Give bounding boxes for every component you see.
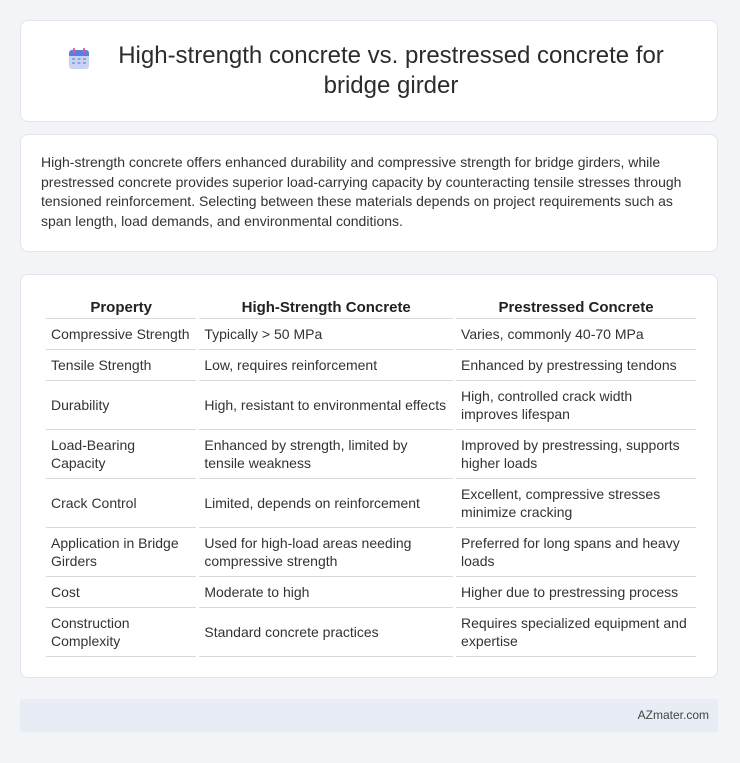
header-high-strength: High-Strength Concrete xyxy=(199,297,453,319)
cell-prestressed: Improved by prestressing, supports higher loads xyxy=(456,430,696,479)
comparison-card xyxy=(20,274,718,678)
title-card xyxy=(20,20,718,122)
cell-property: Load-Bearing Capacity xyxy=(46,430,196,479)
table-row xyxy=(46,608,696,657)
table-row xyxy=(46,381,696,430)
cell-high-strength: High, resistant to environmental effects xyxy=(199,381,453,430)
header-property: Property xyxy=(46,297,196,319)
cell-property: Crack Control xyxy=(46,479,196,528)
page-title: High-strength concrete vs. prestressed concrete for bridge girder xyxy=(118,42,664,99)
cell-property: Construction Complexity xyxy=(46,608,196,657)
cell-prestressed: Enhanced by prestressing tendons xyxy=(456,350,696,381)
header-prestressed: Prestressed Concrete xyxy=(456,297,696,319)
cell-prestressed: High, controlled crack width improves lifespan xyxy=(456,381,696,430)
table-row xyxy=(46,430,696,479)
cell-high-strength: Used for high-load areas needing compressive strength xyxy=(199,528,453,577)
cell-high-strength: Limited, depends on reinforcement xyxy=(199,479,453,528)
summary-card xyxy=(20,134,718,252)
cell-property: Cost xyxy=(46,577,196,608)
cell-prestressed: Preferred for long spans and heavy loads xyxy=(456,528,696,577)
cell-property: Tensile Strength xyxy=(46,350,196,381)
cell-property: Compressive Strength xyxy=(46,319,196,350)
cell-property: Application in Bridge Girders xyxy=(46,528,196,577)
cell-prestressed: Higher due to prestressing process xyxy=(456,577,696,608)
cell-high-strength: Standard concrete practices xyxy=(199,608,453,657)
table-row xyxy=(46,577,696,608)
summary-text: High-strength concrete offers enhanced durability and compressive strength for bridge girders, while prestressed concrete provides superior load-carrying capacity by counteracting tensile stresses through tensioned reinforcement. Selecting between these materials depends on project requirements such as span length, load demands, and environmental conditions. xyxy=(41,154,682,229)
cell-prestressed: Requires specialized equipment and expertise xyxy=(456,608,696,657)
table-row xyxy=(46,479,696,528)
table-header-row xyxy=(46,297,696,319)
cell-property: Durability xyxy=(46,381,196,430)
table-row xyxy=(46,528,696,577)
footer-brand[interactable]: AZmater.com xyxy=(637,708,709,722)
cell-high-strength: Typically > 50 MPa xyxy=(199,319,453,350)
title-wrap xyxy=(49,41,689,101)
cell-prestressed: Varies, commonly 40-70 MPa xyxy=(456,319,696,350)
cell-high-strength: Enhanced by strength, limited by tensile weakness xyxy=(199,430,453,479)
cell-high-strength: Moderate to high xyxy=(199,577,453,608)
cell-prestressed: Excellent, compressive stresses minimize cracking xyxy=(456,479,696,528)
footer-bar xyxy=(20,699,718,732)
calendar-icon xyxy=(67,47,91,71)
cell-high-strength: Low, requires reinforcement xyxy=(199,350,453,381)
table-row xyxy=(46,319,696,350)
comparison-table xyxy=(43,297,699,657)
table-row xyxy=(46,350,696,381)
